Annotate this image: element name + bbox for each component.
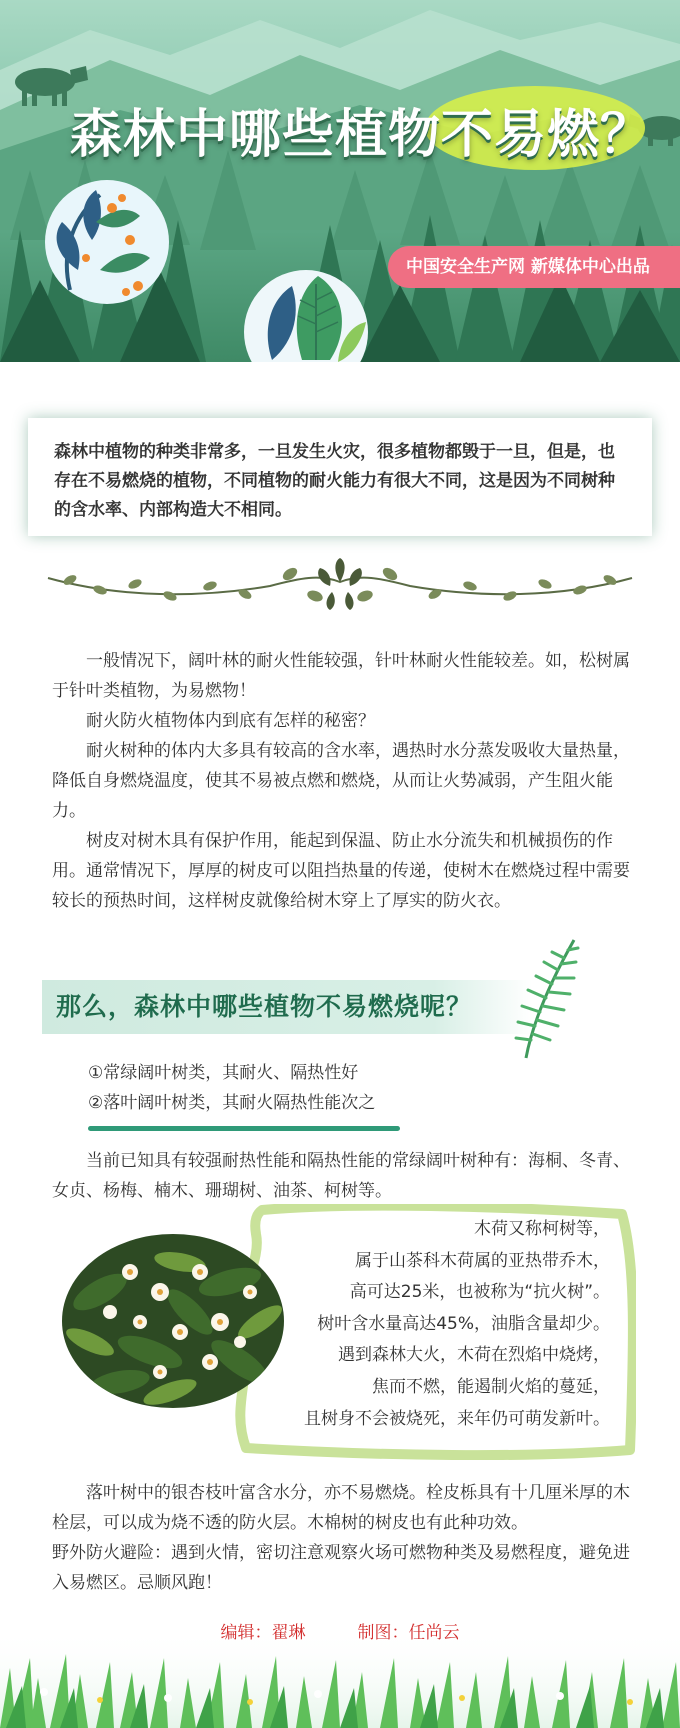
leaf-circle-icon bbox=[244, 270, 368, 362]
divider-line bbox=[88, 1126, 400, 1131]
muhe-line: 且树身不会被烧死，来年仍可萌发新叶。 bbox=[304, 1408, 610, 1429]
fern-leaf-icon bbox=[512, 936, 582, 1060]
list-item: ①常绿阔叶树类，其耐火、隔热性好 bbox=[88, 1063, 359, 1083]
evergreen-section bbox=[52, 1146, 632, 1206]
designer-credit: 制图：任尚云 bbox=[357, 1623, 460, 1643]
body-paragraph: 一般情况下，阔叶林的耐火性能较强，针叶林耐火性能较差。如，松树属于针叶类植物，为易燃物！ bbox=[52, 651, 630, 701]
editor-credit: 编辑：翟琳 bbox=[220, 1623, 306, 1643]
credits bbox=[0, 1618, 680, 1643]
closing-section bbox=[52, 1478, 632, 1598]
list-item: ②落叶阔叶树类，其耐火隔热性能次之 bbox=[88, 1093, 376, 1113]
evergreen-paragraph: 当前已知具有较强耐热性能和隔热性能的常绿阔叶树种有：海桐、冬青、女贞、杨梅、楠木、珊瑚树、油茶、柯树等。 bbox=[52, 1151, 630, 1201]
safety-tip-paragraph: 野外防火避险：遇到火情，密切注意观察火场可燃物种类及易燃程度，避免进入易燃区。忌顺风跑！ bbox=[52, 1543, 630, 1593]
body-paragraph: 耐火树种的体内大多具有较高的含水率，遇热时水分蒸发吸收大量热量，降低自身燃烧温度，使其不易被点燃和燃烧，从而让火势减弱，产生阻火能力。 bbox=[52, 741, 630, 821]
body-paragraph: 树皮对树木具有保护作用，能起到保温、防止水分流失和机械损伤的作用。通常情况下，厚厚的树皮可以阻挡热量的传递，使树木在燃烧过程中需要较长的预热时间，这样树皮就像给树木穿上了厚实的防火衣。 bbox=[52, 831, 630, 911]
vine-divider-icon bbox=[40, 556, 640, 612]
header-banner bbox=[0, 0, 680, 362]
muhe-line: 高可达25米，也被称为“抗火树”。 bbox=[349, 1282, 610, 1303]
muhe-line: 树叶含水量高达45%，油脂含量却少。 bbox=[317, 1313, 610, 1334]
grass-decoration-icon bbox=[0, 1628, 680, 1728]
plant-circle-icon bbox=[45, 180, 169, 304]
question-heading bbox=[42, 980, 532, 1034]
forest-illustration bbox=[0, 0, 680, 362]
muhe-line: 木荷又称柯树等， bbox=[474, 1219, 610, 1239]
muhe-line: 遇到森林大火，木荷在烈焰中烧烤， bbox=[338, 1345, 610, 1366]
body-section bbox=[52, 646, 632, 916]
fire-resistant-list bbox=[88, 1058, 375, 1118]
body-paragraph: 耐火防火植物体内到底有怎样的秘密？ bbox=[86, 711, 375, 731]
muhe-line: 属于山茶科木荷属的亚热带乔木， bbox=[355, 1250, 610, 1271]
question-text: 那么，森林中哪些植物不易燃烧呢？ bbox=[56, 992, 473, 1021]
closing-paragraph: 落叶树中的银杏枝叶富含水分，亦不易燃烧。栓皮栎具有十几厘米厚的木栓层，可以成为烧不透的防火层。木棉树的树皮也有此种功效。 bbox=[52, 1483, 630, 1533]
page-title: 森林中哪些植物不易燃？ bbox=[70, 105, 654, 165]
muhe-line: 焦而不燃，能遏制火焰的蔓延， bbox=[372, 1376, 610, 1397]
publisher-badge: 中国安全生产网 新媒体中心出品 bbox=[388, 246, 680, 288]
intro-card: 森林中植物的种类非常多，一旦发生火灾，很多植物都毁于一旦，但是，也存在不易燃烧的植物，不同植物的耐火能力有很大不同，这是因为不同树种的含水率、内部构造大不相同。 bbox=[28, 418, 652, 536]
muhe-description bbox=[250, 1214, 610, 1435]
